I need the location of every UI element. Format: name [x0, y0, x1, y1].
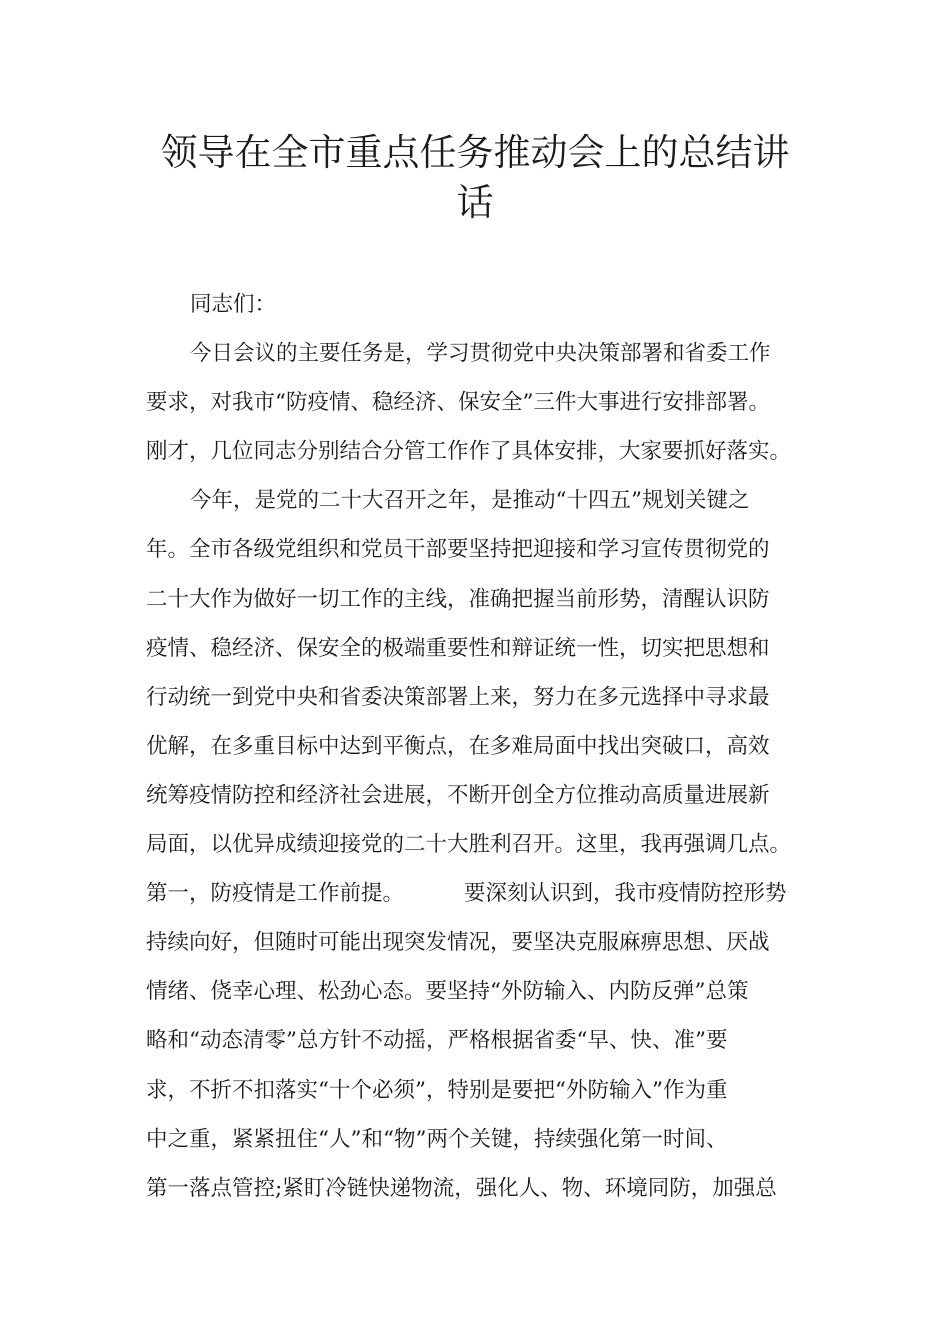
- paragraph-line: 持续向好，但随时可能出现突发情况，要坚决克服麻痹思想、厌战: [146, 930, 770, 956]
- document-body: [146, 280, 816, 1213]
- paragraph-line: 今日会议的主要任务是，学习贯彻党中央决策部署和省委工作: [190, 341, 771, 367]
- paragraph-line: 第一落点管控;紧盯冷链快递物流，强化人、物、环境同防，加强总: [146, 1175, 777, 1201]
- title-line: 领导在全市重点任务推动会上的总结讲: [160, 131, 790, 174]
- salutation: 同志们：: [190, 292, 277, 317]
- paragraph-line: 疫情、稳经济、保安全的极端重要性和辩证统一性，切实把思想和: [146, 635, 770, 661]
- paragraph-line: 刚才，几位同志分别结合分管工作作了具体安排，大家要抓好落实。: [146, 439, 792, 465]
- paragraph-line: 优解，在多重目标中达到平衡点，在多难局面中找出突破口，高效: [146, 733, 770, 759]
- paragraph-line: 中之重，紧紧扭住“人”和“物”两个关键，持续强化第一时间、: [146, 1126, 728, 1152]
- paragraph-line: 略和“动态清零”总方针不动摇，严格根据省委“早、快、准”要: [146, 1028, 728, 1054]
- paragraph-line: 年。全市各级党组织和党员干部要坚持把迎接和学习宣传贯彻党的: [146, 537, 770, 563]
- title-line: 话: [456, 181, 494, 224]
- paragraph-line: 要求，对我市“防疫情、稳经济、保安全”三件大事进行安排部署。: [146, 390, 770, 416]
- document-title: [140, 128, 810, 228]
- section-heading: 第一，防疫情是工作前提。: [146, 881, 405, 907]
- paragraph-line: 局面，以优异成绩迎接党的二十大胜利召开。这里，我再强调几点。: [146, 832, 792, 858]
- paragraph-line: 求，不折不扣落实“十个必须”，特别是要把“外防输入”作为重: [146, 1077, 728, 1103]
- paragraph-line: 情绪、侥幸心理、松劲心态。要坚持“外防输入、内防反弹”总策: [146, 979, 749, 1005]
- paragraph-line: 今年，是党的二十大召开之年，是推动“十四五”规划关键之: [190, 488, 750, 514]
- paragraph-line: 二十大作为做好一切工作的主线，准确把握当前形势，清醒认识防: [146, 586, 770, 612]
- paragraph-line: 统筹疫情防控和经济社会进展，不断开创全方位推动高质量进展新: [146, 782, 770, 808]
- paragraph-line: 行动统一到党中央和省委决策部署上来，努力在多元选择中寻求最: [146, 684, 770, 710]
- paragraph-line: [146, 869, 816, 918]
- paragraph-text: 要深刻认识到，我市疫情防控形势: [464, 881, 787, 907]
